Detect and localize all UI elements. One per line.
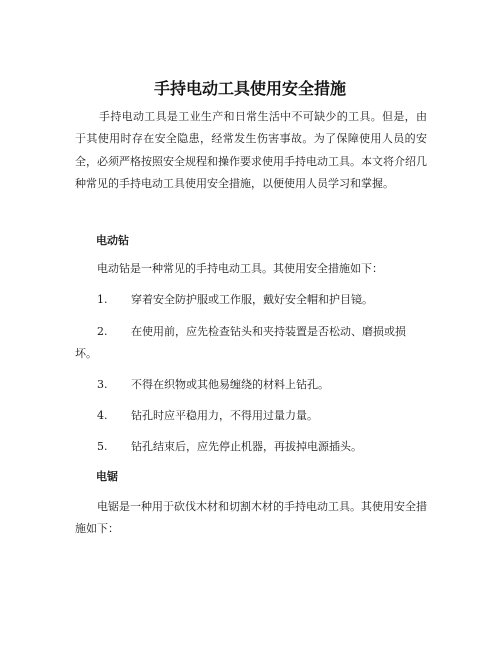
list-item-text: 钻孔时应平稳用力，不得用过量力量。 <box>131 409 318 422</box>
list-item-text: 不得在织物或其他易缠绕的材料上钻孔。 <box>131 378 329 391</box>
drill-list-item-4 <box>75 405 427 427</box>
saw-intro-paragraph: 电锯是一种用于砍伐木材和切割木材的手持电动工具。其使用安全措施如下： <box>75 500 427 535</box>
list-number: 1. <box>97 293 108 306</box>
drill-list-item-3 <box>75 374 427 396</box>
list-number: 5. <box>97 440 108 453</box>
list-item-text: 穿着安全防护服或工作服，戴好安全帽和护目镜。 <box>131 293 373 306</box>
list-number: 3. <box>97 378 108 391</box>
drill-intro-paragraph: 电动钻是一种常见的手持电动工具。其使用安全措施如下： <box>97 262 383 275</box>
list-item-text: 钻孔结束后，应先停止机器，再拔掉电源插头。 <box>131 440 362 453</box>
list-number: 2. <box>97 325 108 338</box>
drill-list-item-1 <box>75 289 427 311</box>
section-heading-saw: 电锯 <box>96 470 118 483</box>
page-title: 手持电动工具使用安全措施 <box>153 79 346 98</box>
section-heading-drill: 电动钻 <box>96 234 129 247</box>
drill-list-item-5 <box>75 436 427 458</box>
list-item-text: 在使用前，应先检查钻头和夹持装置是否松动、磨损或损坏。 <box>75 325 406 360</box>
intro-paragraph: 手持电动工具是工业生产和日常生活中不可缺少的工具。但是，由于其使用时存在安全隐患，经常发生伤害事故。为了保障使用人员的安全，必须严格按照安全规程和操作要求使用手持电动工具。本文将介绍几种常见的手持电动工具使用安全措施，以便使用人员学习和掌握。 <box>75 110 427 191</box>
drill-list-item-2 <box>75 321 427 365</box>
list-number: 4. <box>97 409 108 422</box>
